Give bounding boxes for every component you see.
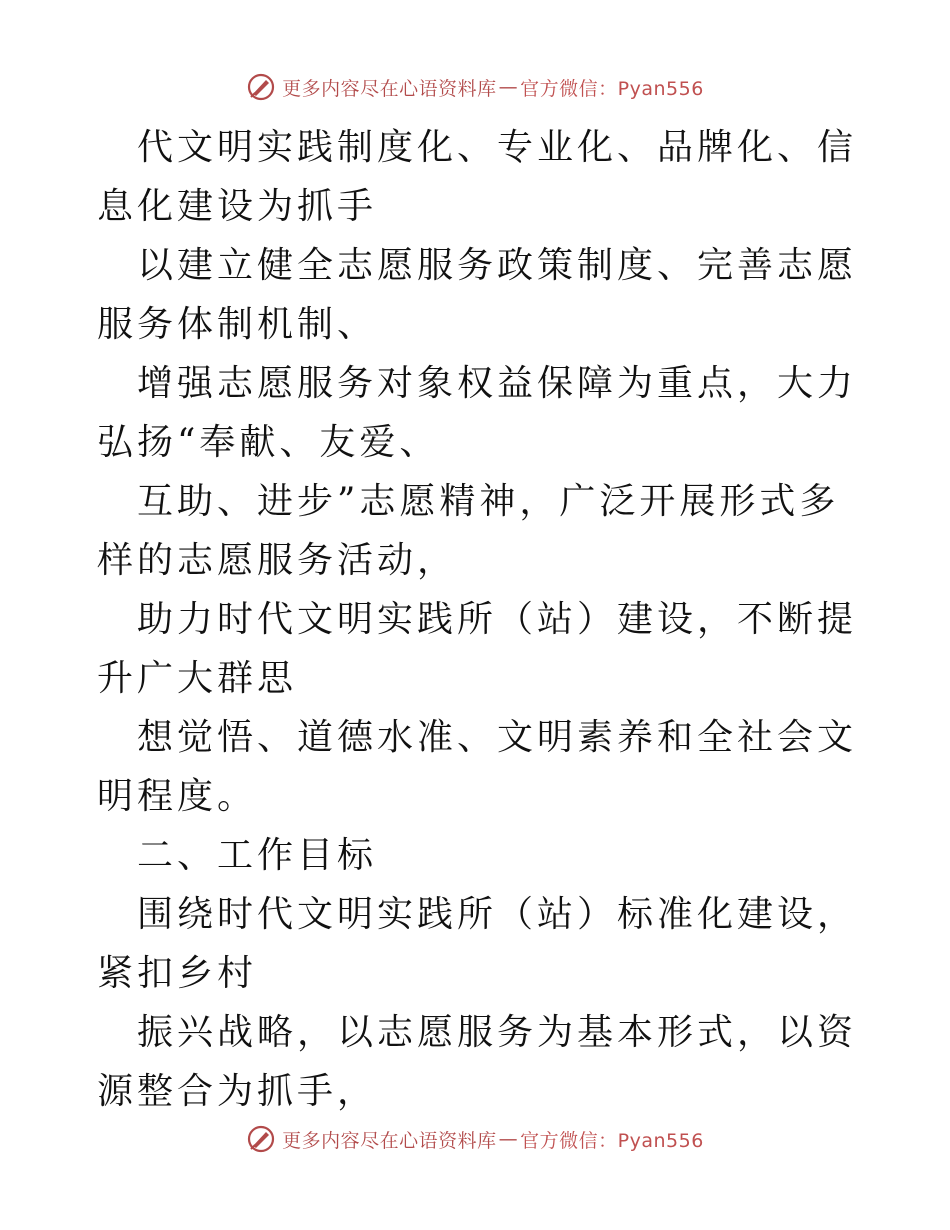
watermark-account-text: 官方微信：Pyan556: [520, 77, 704, 100]
section-heading-work-goals: 二、工作目标: [137, 835, 378, 876]
watermark-account-text: 官方微信：Pyan556: [520, 1129, 704, 1152]
paragraph-5: 助力时代文明实践所（站）建设，不断提升广大群思: [97, 599, 858, 699]
watermark-separator: —: [498, 76, 519, 98]
watermark-separator: —: [498, 1128, 519, 1150]
paragraph-2: 以建立健全志愿服务政策制度、完善志愿服务体制机制、: [97, 245, 858, 345]
watermark-site-text: 更多内容尽在心语资料库: [282, 1129, 497, 1152]
document-body: [97, 118, 857, 1121]
paragraph-1: 代文明实践制度化、专业化、品牌化、信息化建设为抓手: [97, 127, 858, 227]
feather-pen-logo-icon: [246, 72, 276, 102]
paragraph-6: 想觉悟、道德水准、文明素养和全社会文明程度。: [97, 717, 858, 817]
header-watermark: [0, 72, 950, 102]
paragraph-7: 围绕时代文明实践所（站）标准化建设，紧扣乡村: [97, 894, 858, 994]
paragraph-4: 互助、进步”志愿精神，广泛开展形式多样的志愿服务活动，: [97, 481, 840, 581]
paragraph-3: 增强志愿服务对象权益保障为重点，大力弘扬“奉献、友爱、: [97, 363, 858, 463]
footer-watermark: [0, 1124, 950, 1154]
watermark-site-text: 更多内容尽在心语资料库: [282, 77, 497, 100]
paragraph-8: 振兴战略，以志愿服务为基本形式，以资源整合为抓手，: [97, 1012, 858, 1112]
feather-pen-logo-icon: [246, 1124, 276, 1154]
